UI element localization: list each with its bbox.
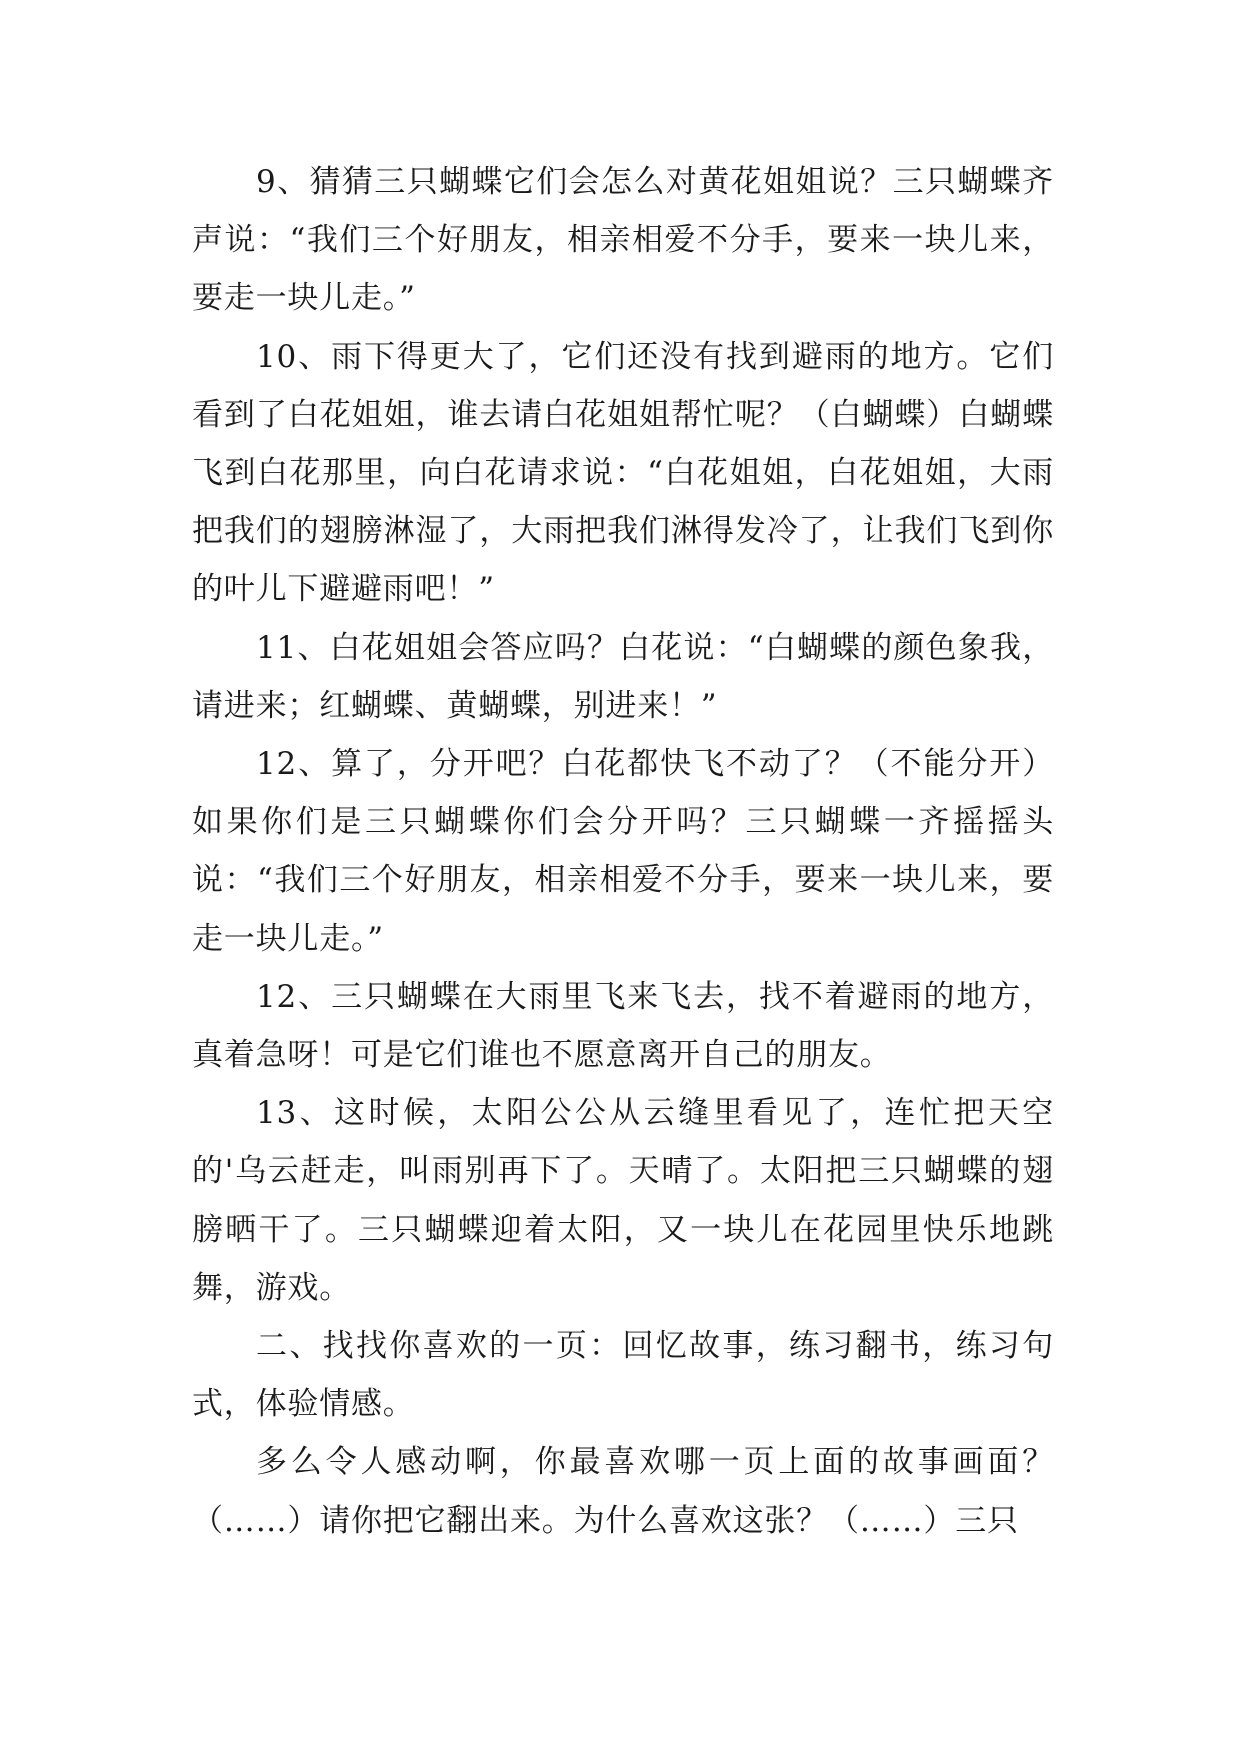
paragraph-step-10: 10、雨下得更大了，它们还没有找到避雨的地方。它们看到了白花姐姐，谁去请白花姐姐帮忙呢？（白蝴蝶）白蝴蝶飞到白花那里，向白花请求说：“白花姐姐，白花姐姐，大雨把我们的翅膀淋湿了，大雨把我们淋得发冷了，让我们飞到你的叶儿下避避雨吧！”	[192, 338, 1054, 608]
paragraph-step-13: 13、这时候，太阳公公从云缝里看见了，连忙把天空的'乌云赶走，叫雨别再下了。天晴了。太阳把三只蝴蝶的翅膀晒干了。三只蝴蝶迎着太阳，又一块儿在花园里快乐地跳舞，游戏。	[192, 1095, 1054, 1306]
paragraph-step-9: 9、猜猜三只蝴蝶它们会怎么对黄花姐姐说？三只蝴蝶齐声说：“我们三个好朋友，相亲相爱不分手，要来一块儿来，要走一块儿走。”	[192, 164, 1054, 317]
document-body	[192, 153, 1054, 1550]
paragraph-step-11: 11、白花姐姐会答应吗？白花说：“白蝴蝶的颜色象我，请进来；红蝴蝶、黄蝴蝶，别进来！”	[192, 629, 1054, 724]
paragraph-step-12a: 12、算了，分开吧？白花都快飞不动了？（不能分开）如果你们是三只蝴蝶你们会分开吗？三只蝴蝶一齐摇摇头说：“我们三个好朋友，相亲相爱不分手，要来一块儿来，要走一块儿走。”	[192, 746, 1054, 957]
paragraph-favorite-page: 多么令人感动啊，你最喜欢哪一页上面的故事画面？（……）请你把它翻出来。为什么喜欢这张？（……）三只	[192, 1444, 1054, 1539]
paragraph-step-12b: 12、三只蝴蝶在大雨里飞来飞去，找不着避雨的地方，真着急呀！可是它们谁也不愿意离开自己的朋友。	[192, 978, 1054, 1074]
paragraph-section-2: 二、找找你喜欢的一页：回忆故事，练习翻书，练习句式，体验情感。	[192, 1328, 1054, 1423]
